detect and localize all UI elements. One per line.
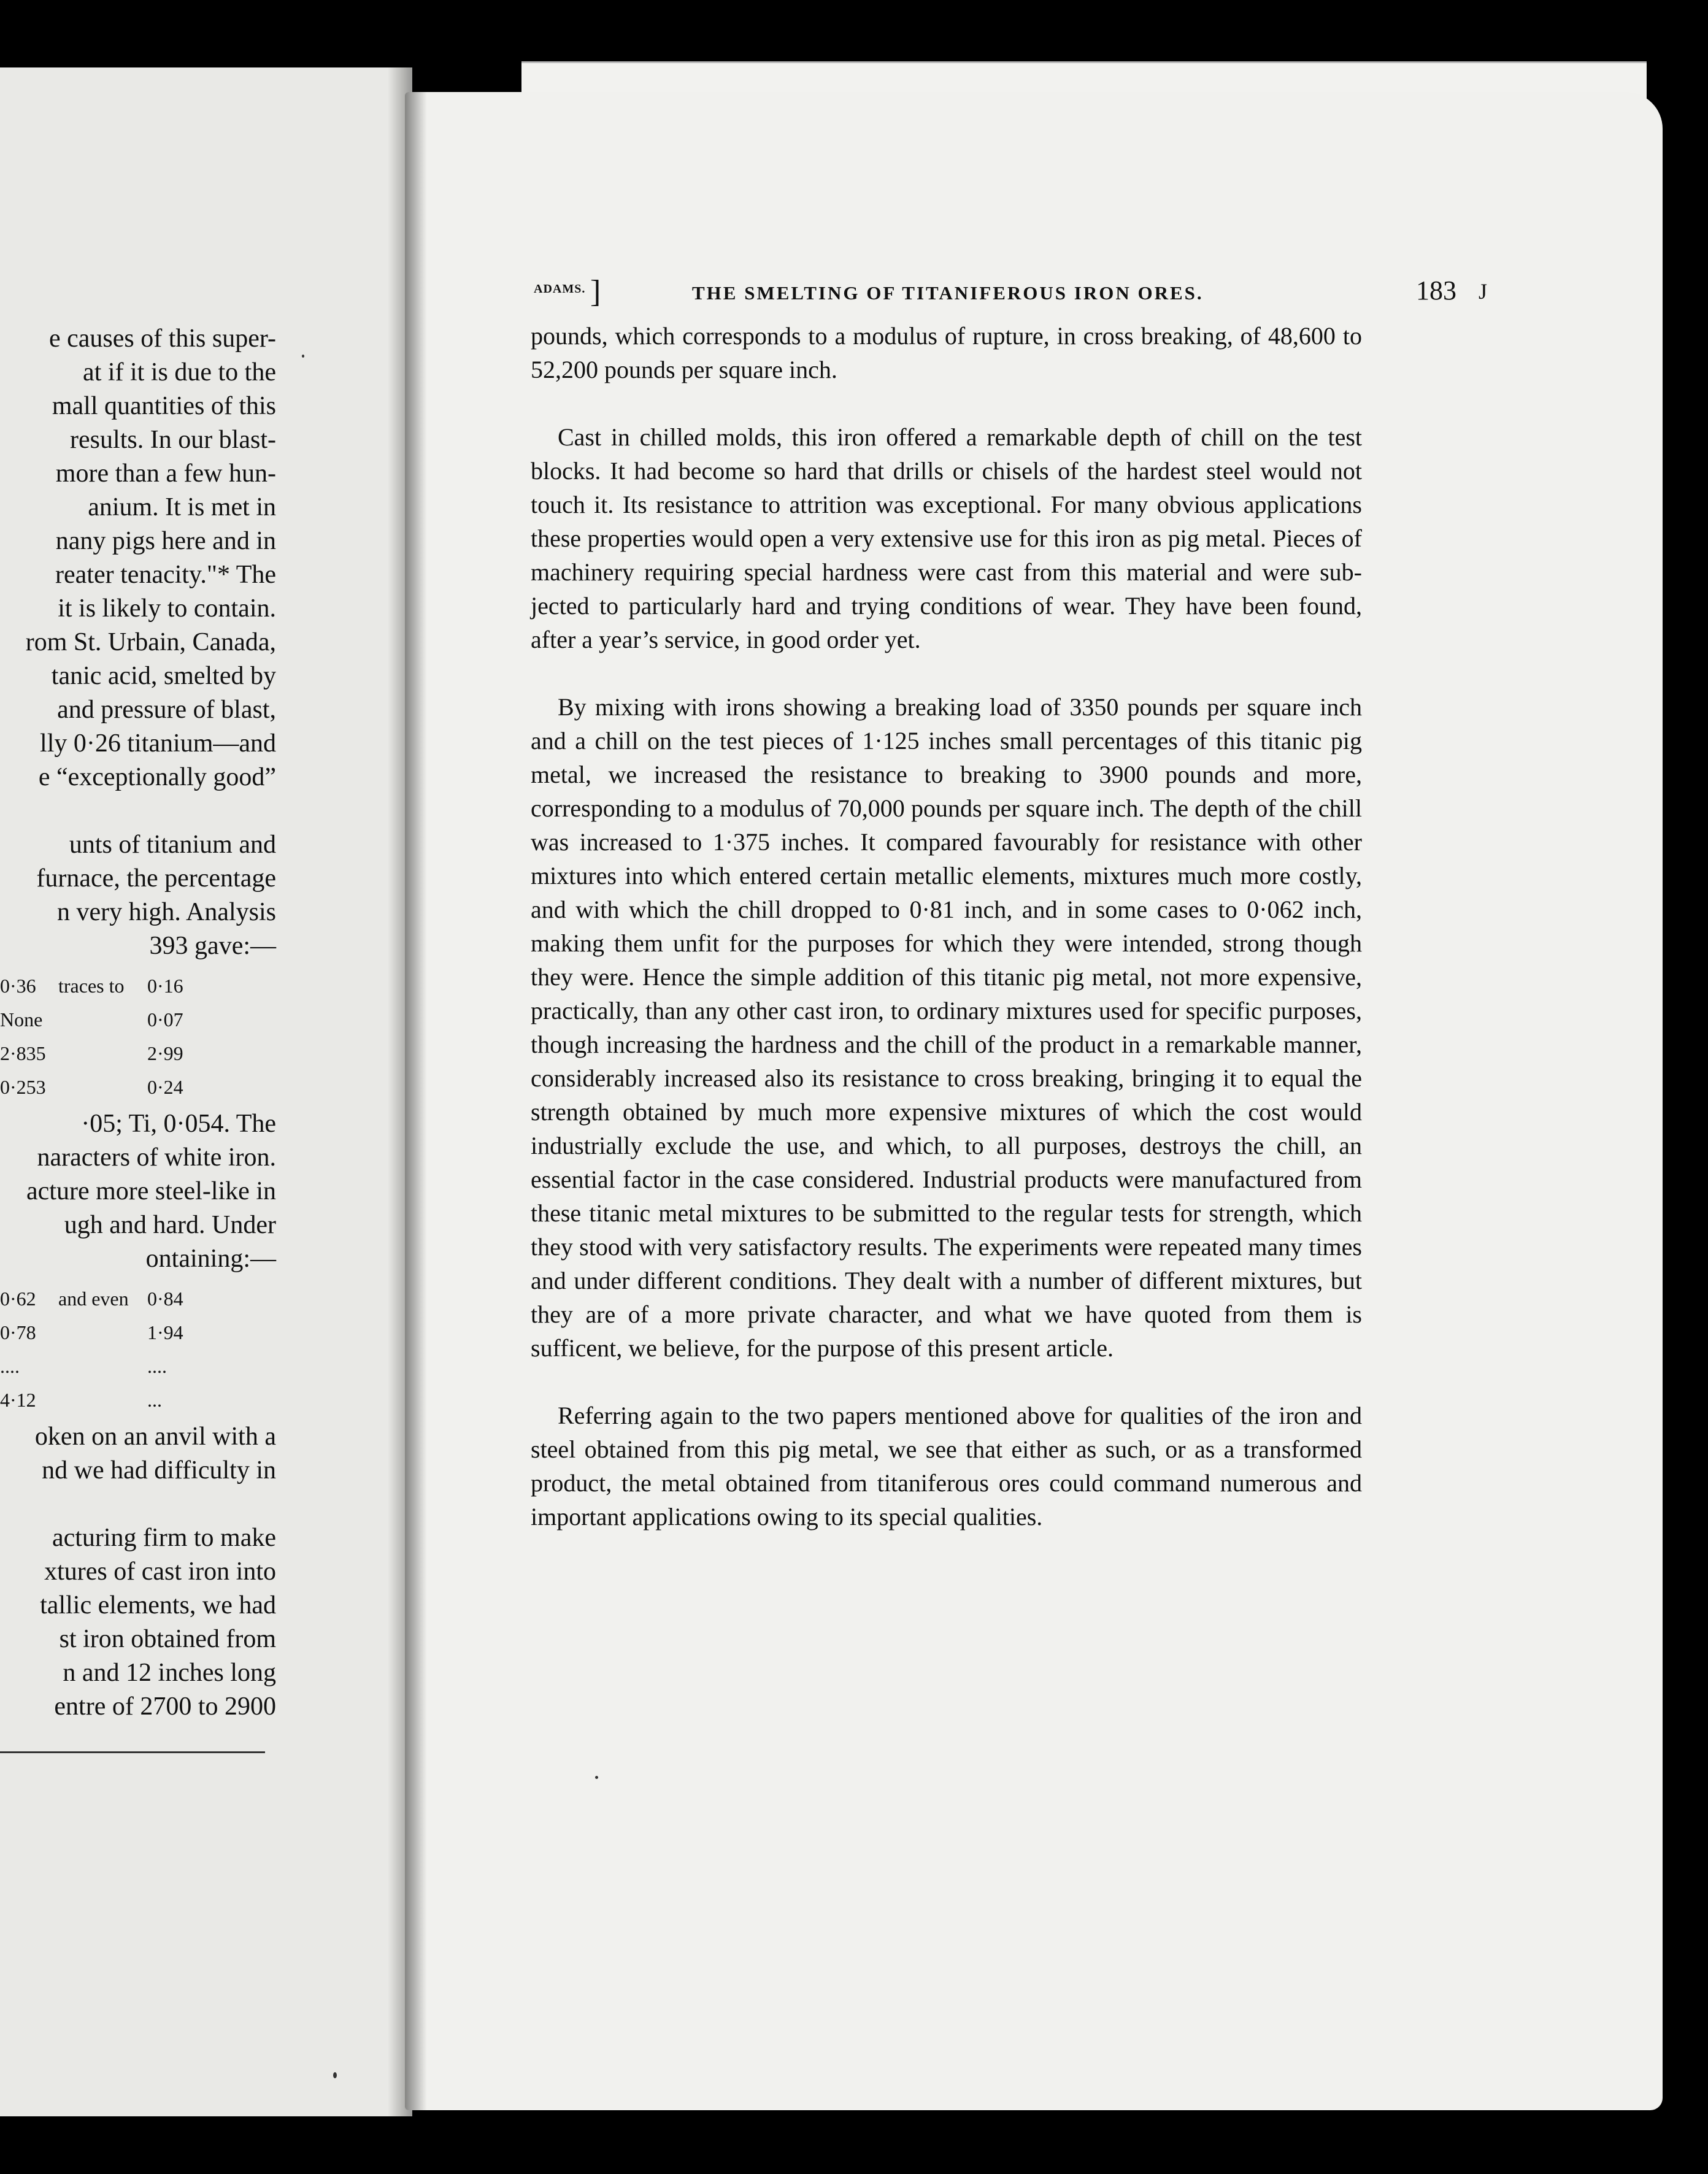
left-table-cell: 4·12 bbox=[0, 1389, 36, 1411]
left-page-line: unts of titanium and bbox=[69, 831, 276, 859]
left-table-cell: ... bbox=[147, 1389, 162, 1411]
running-head-author: ADAMS. bbox=[534, 282, 586, 296]
paragraph-3: By mixing with irons showing a breaking load of 3350 pounds per square inch and a chill on the test pieces of 1·125 inches small percentages of this titanic pig metal, we increased the resistance to breaking to 3900 pounds and more, corresponding to a modulus of 70,000 pounds per square inch. The depth of the chill was increased to 1·375 inches. It compared favourably for resistance with other mixtures into which entered certain metallic elements, mixtures much more costly, and with which the chill dropped to 0·81 inch, and in some cases to 0·062 inch, making them unfit for the purposes for which they were intended, strong though they were. Hence the simple addition of this titanic pig metal, not more expensive, practically, than any other cast iron, to ordinary mixtures used for specific purposes, though increasing the hardness and the chill of the product in a remarkable manner, considerably increased also its resistance to cross breaking, bringing it to equal the strength obtained by much more expensive mixtures of which the cost would industrially exclude the use, and which, to all purposes, destroys the chill, an essential factor in the case considered. Industrial products were manufactured from these titanic metal mixtures to be submitted to the regular tests for strength, which they stood with very satisfactory results. The experiments were repeated many times and under different conditions. They dealt with a number of different mixtures, but they are of a more private character, and what we have quoted from them is sufficent, we believe, for the purpose of this present article. bbox=[531, 693, 1362, 1362]
left-page-line: more than a few hun- bbox=[55, 459, 276, 488]
left-page-line: mall quantities of this bbox=[52, 392, 276, 420]
left-page-line: nany pigs here and in bbox=[55, 527, 276, 555]
scan-speck bbox=[333, 2072, 337, 2078]
left-table-cell: 0·62 bbox=[0, 1288, 36, 1310]
left-page-line: tanic acid, smelted by bbox=[51, 662, 276, 690]
signature-mark: J bbox=[1479, 279, 1488, 304]
left-table-cell: 0·07 bbox=[147, 1008, 183, 1031]
running-head bbox=[534, 276, 1491, 313]
paragraph-4: Referring again to the two papers mentioned above for qualities of the iron and steel obtained from this pig metal, we see that either as such, or as a transformed product, the metal obtained from titaniferous ores could command numerous and important applications owing to its special qualities. bbox=[531, 1402, 1362, 1531]
left-page-line: 393 gave:— bbox=[149, 932, 276, 960]
left-page-line: ugh and hard. Under bbox=[64, 1211, 276, 1239]
left-table-cell: 0·78 bbox=[0, 1321, 36, 1343]
left-page-line: nd we had difficulty in bbox=[42, 1456, 276, 1485]
right-page bbox=[405, 92, 1663, 2110]
left-table-cell: .... bbox=[0, 1355, 20, 1377]
left-page-line: reater tenacity."* The bbox=[55, 561, 276, 589]
left-page-line: xtures of cast iron into bbox=[44, 1558, 276, 1586]
left-table-cell: None bbox=[0, 1008, 43, 1031]
left-page-line: and pressure of blast, bbox=[57, 696, 276, 724]
left-page-line: anium. It is met in bbox=[88, 493, 276, 521]
page-number: 183 bbox=[1416, 275, 1456, 305]
paragraph-1: pounds, which corresponds to a modulus of rupture, in cross breaking, of 48,600 to 52,200 pounds per square inch. bbox=[531, 322, 1362, 383]
left-page-line: rom St. Urbain, Canada, bbox=[25, 628, 276, 656]
running-head-title: THE SMELTING OF TITANIFEROUS IRON ORES. bbox=[692, 282, 1204, 304]
right-gutter-shadow bbox=[405, 92, 427, 2110]
left-page-line: st iron obtained from bbox=[59, 1625, 276, 1653]
left-page-line: ontaining:— bbox=[145, 1245, 276, 1273]
left-page-line: lly 0·26 titanium—and bbox=[40, 729, 276, 758]
left-table-cell: 0·16 bbox=[147, 975, 183, 997]
left-page-line: n very high. Analysis bbox=[57, 898, 276, 926]
left-page-line: acturing firm to make bbox=[52, 1524, 276, 1552]
left-table-cell: 2·99 bbox=[147, 1042, 183, 1064]
left-facing-page bbox=[0, 67, 412, 2116]
left-page-line: at if it is due to the bbox=[83, 358, 276, 386]
scan-speck bbox=[595, 1776, 598, 1779]
left-table-cell: 0·36 bbox=[0, 975, 36, 997]
left-table-cell: and even bbox=[58, 1288, 129, 1310]
left-table-cell: 0·84 bbox=[147, 1288, 183, 1310]
left-table-cell: .... bbox=[147, 1355, 167, 1377]
left-table-cell: traces to bbox=[58, 975, 125, 997]
paragraph-2: Cast in chilled molds, this iron offered a remarkable depth of chill on the test blocks. It had become so hard that drills or chisels of the hardest steel would not touch it. Its resistance to attrition was exceptional. For many obvious applications these properties would open a very extensive use for this iron as pig metal. Pieces of machinery requiring special hardness were cast from this material and were subjected to particularly hard and trying conditions of wear. They have been found, after a year’s service, in good order yet. bbox=[531, 423, 1362, 653]
left-page-line: acture more steel-like in bbox=[26, 1177, 276, 1205]
left-page-line: results. In our blast- bbox=[70, 426, 276, 454]
left-page-line: entre of 2700 to 2900 bbox=[54, 1692, 276, 1721]
left-page-line: furnace, the percentage bbox=[36, 864, 276, 893]
left-page-line: oken on an anvil with a bbox=[34, 1423, 276, 1451]
left-page-line: naracters of white iron. bbox=[37, 1143, 276, 1172]
running-head-bracket: ] bbox=[590, 274, 601, 309]
left-table-cell: 0·253 bbox=[0, 1076, 46, 1098]
left-table-cell: 2·835 bbox=[0, 1042, 46, 1064]
left-table-cell: 1·94 bbox=[147, 1321, 183, 1343]
left-page-line: e causes of this super- bbox=[48, 325, 276, 353]
scan-speck bbox=[302, 355, 304, 358]
left-page-line: it is likely to contain. bbox=[58, 594, 276, 623]
left-page-line: n and 12 inches long bbox=[63, 1659, 276, 1687]
left-page-line: ·05; Ti, 0·054. The bbox=[81, 1110, 276, 1138]
body-text bbox=[531, 319, 1362, 1567]
left-page-line: e “exceptionally good” bbox=[38, 763, 276, 791]
left-table-cell: 0·24 bbox=[147, 1076, 183, 1098]
left-page-line: tallic elements, we had bbox=[40, 1591, 276, 1619]
footnote-rule bbox=[0, 1751, 265, 1753]
